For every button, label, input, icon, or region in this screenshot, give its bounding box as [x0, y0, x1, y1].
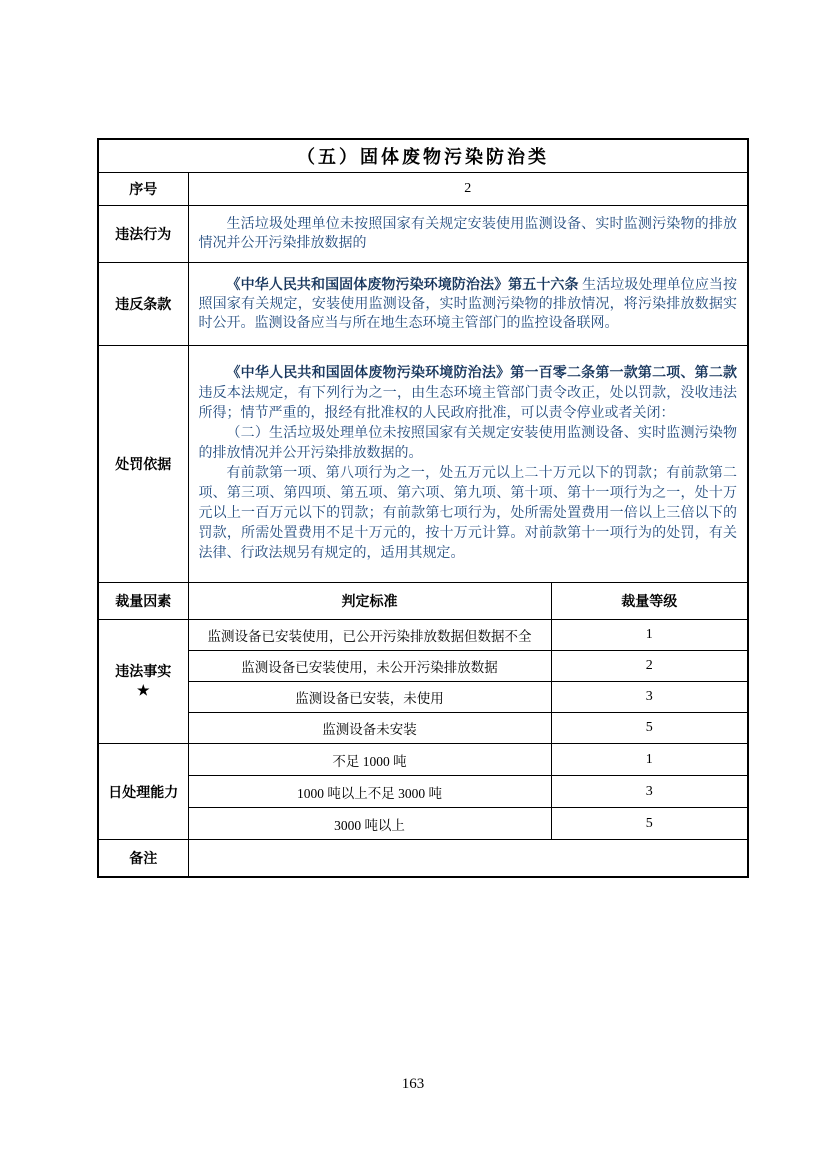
law-citation-102: 《中华人民共和国固体废物污染环境防治法》第一百零二条第一款第二项、第二款 — [226, 366, 738, 381]
fact-level-1: 1 — [551, 620, 748, 651]
violated-clause-text — [199, 276, 738, 333]
capacity-row-1 — [98, 744, 748, 776]
fact-row-1 — [98, 620, 748, 651]
penalty-basis-label: 处罚依据 — [98, 346, 188, 583]
serial-label: 序号 — [98, 173, 188, 206]
table-title: （五）固体废物污染防治类 — [98, 139, 748, 173]
penalty-paragraph-1-text: 违反本法规定，有下列行为之一，由生态环境主管部门责令改正，处以罚款，没收违法所得；情节严重的，报经有批准权的人民政府批准，可以责令停业或者关闭： — [198, 386, 738, 421]
penalty-paragraph-2: （二）生活垃圾处理单位未按照国家有关规定安装使用监测设备、实时监测污染物的排放情况并公开污染排放数据的。 — [198, 426, 738, 461]
penalty-basis-cell — [188, 346, 748, 583]
criteria-column-header: 判定标准 — [188, 583, 551, 620]
fact-criteria-1: 监测设备已安装使用，已公开污染排放数据但数据不全 — [188, 620, 551, 651]
illegal-act-cell — [188, 206, 748, 263]
capacity-row-3 — [98, 808, 748, 840]
fact-row-4 — [98, 713, 748, 744]
serial-row — [98, 173, 748, 206]
title-row — [98, 139, 748, 173]
remarks-row — [98, 840, 748, 878]
fact-criteria-4: 监测设备未安装 — [188, 713, 551, 744]
capacity-criteria-1: 不足 1000 吨 — [188, 744, 551, 776]
capacity-group-label: 日处理能力 — [98, 744, 188, 840]
capacity-criteria-3: 3000 吨以上 — [188, 808, 551, 840]
capacity-level-2: 3 — [551, 776, 748, 808]
capacity-level-1: 1 — [551, 744, 748, 776]
violated-clause-cell — [188, 263, 748, 346]
level-column-header: 裁量等级 — [551, 583, 748, 620]
penalty-paragraph-3: 有前款第一项、第八项行为之一，处五万元以上二十万元以下的罚款；有前款第二项、第三项、第四项、第五项、第六项、第九项、第十项、第十一项行为之一，处十万元以上一百万元以下的罚款；有前款第七项行为，处所需处置费用一倍以上三倍以下的罚款，所需处置费用不足十万元的，按十万元计算。对前款第十一项行为的处罚，有关法律、行政法规另有规定的，适用其规定。 — [198, 466, 738, 561]
serial-value: 2 — [188, 173, 748, 206]
illegal-act-row — [98, 206, 748, 263]
fact-row-3 — [98, 682, 748, 713]
discretion-factor-label: 裁量因素 — [98, 583, 188, 620]
penalty-discretion-table — [97, 138, 749, 878]
illegal-act-text: 生活垃圾处理单位未按照国家有关规定安装使用监测设备、实时监测污染物的排放情况并公开污染排放数据的 — [198, 217, 738, 251]
remarks-cell — [188, 840, 748, 878]
fact-level-2: 2 — [551, 651, 748, 682]
fact-criteria-2: 监测设备已安装使用，未公开污染排放数据 — [188, 651, 551, 682]
fact-level-4: 5 — [551, 713, 748, 744]
violated-clause-label: 违反条款 — [98, 263, 188, 346]
capacity-row-2 — [98, 776, 748, 808]
capacity-criteria-2: 1000 吨以上不足 3000 吨 — [188, 776, 551, 808]
fact-group-label — [98, 620, 188, 744]
capacity-level-3: 5 — [551, 808, 748, 840]
fact-row-2 — [98, 651, 748, 682]
page-number: 163 — [401, 1076, 425, 1092]
law-citation-56: 《中华人民共和国固体废物污染环境防治法》第五十六条 — [226, 277, 579, 293]
violated-clause-row — [98, 263, 748, 346]
illegal-act-label: 违法行为 — [98, 206, 188, 263]
fact-criteria-3: 监测设备已安装，未使用 — [188, 682, 551, 713]
penalty-paragraph-1 — [199, 364, 738, 424]
fact-group-label-text: 违法事实 — [115, 664, 172, 680]
penalty-basis-row — [98, 346, 748, 583]
remarks-label: 备注 — [98, 840, 188, 878]
clause-body-text: 生活垃圾处理单位应当按照国家有关规定，安装使用监测设备，实时监测污染物的排放情况，将污染排放数据实时公开。监测设备应当与所在地生态环境主管部门的监控设备联网。 — [198, 277, 738, 331]
discretion-header-row — [98, 583, 748, 620]
fact-level-3: 3 — [551, 682, 748, 713]
star-icon: ★ — [136, 683, 150, 699]
